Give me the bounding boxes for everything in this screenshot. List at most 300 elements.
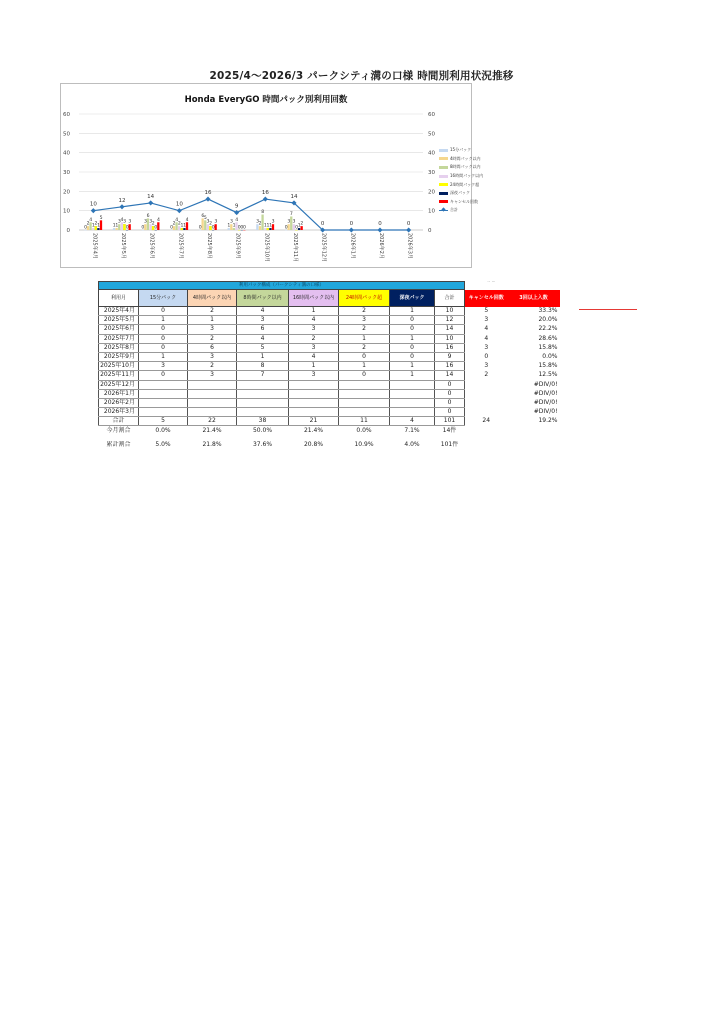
table-cell: 3: [237, 316, 289, 325]
bar-data-label: 1: [115, 223, 119, 229]
bar-data-label: 1: [180, 223, 184, 229]
column-header: 3回以上入数: [508, 290, 560, 307]
bar-data-label: 1: [232, 223, 236, 229]
table-cell: 24: [482, 417, 491, 425]
table-cell: 0: [139, 307, 188, 316]
table-cell: 3: [188, 352, 237, 361]
bar-data-label: 0: [84, 225, 88, 231]
table-cell: 2025年12月: [99, 380, 139, 389]
table-cell: [139, 380, 188, 389]
table-cell: 2025年9月: [99, 352, 139, 361]
total-point: [91, 208, 96, 213]
table-cell: [508, 426, 560, 435]
table-banner: 利用パック構成（パークシティ溝の口様）: [99, 282, 465, 290]
table-cell: 14: [435, 371, 465, 380]
total-point: [349, 227, 354, 232]
table-cell: 0: [339, 371, 390, 380]
legend-item: [439, 155, 483, 164]
table-cell: 21: [289, 417, 339, 426]
table-cell: 4: [289, 352, 339, 361]
table-cell: 0: [390, 325, 435, 334]
table-cell: 2: [289, 334, 339, 343]
table-cell: 3: [139, 362, 188, 371]
bar-data-label: 0: [237, 225, 241, 231]
table-cell: 20.0%: [538, 316, 558, 324]
total-data-label: 10: [89, 201, 97, 208]
table-cell: 10: [435, 307, 465, 316]
bar-data-label: 0: [242, 225, 246, 231]
table-cell: #DIV/0!: [533, 389, 558, 397]
table-cell: 7.1%: [404, 426, 420, 434]
table-cell: 2025年11月: [99, 371, 139, 380]
table-cell: [508, 441, 560, 449]
y-tick-label: 10: [63, 208, 70, 215]
table-cell: #DIV/0!: [533, 398, 558, 406]
y-tick-label: 30: [63, 170, 70, 176]
table-cell: 101: [435, 417, 465, 426]
table-cell: 4: [237, 334, 289, 343]
total-point: [119, 204, 124, 209]
table-cell: 37.6%: [252, 440, 273, 448]
bar: [129, 224, 131, 230]
bar-data-label: 1: [297, 223, 301, 229]
column-header: 利用月: [99, 290, 139, 307]
table-cell: 16: [435, 343, 465, 352]
y2-tick-label: 30: [428, 170, 435, 176]
bar: [272, 224, 274, 230]
table-cell: 累計割合: [106, 440, 131, 448]
total-data-label: 14: [290, 193, 298, 200]
table-cell: [465, 426, 508, 435]
x-tick-label: 2026年3月: [406, 233, 413, 259]
table-cell: 1: [390, 307, 435, 316]
legend-item: [439, 198, 483, 207]
bar-data-label: 3: [271, 219, 275, 225]
bar-data-label: 4: [89, 217, 93, 223]
legend-swatch: [439, 175, 448, 178]
table-cell: 7: [237, 371, 289, 380]
total-point: [205, 197, 210, 202]
table-cell: 3: [339, 316, 390, 325]
table-cell: 14件: [442, 426, 457, 434]
table-cell: 4: [484, 334, 489, 342]
table-row: [99, 362, 560, 371]
y-tick-label: 60: [63, 112, 70, 118]
table-row: [99, 334, 560, 343]
table-cell: 5: [139, 417, 188, 426]
table-cell: #DIV/0!: [533, 380, 558, 388]
column-header: 16時間パック以内: [289, 290, 339, 307]
table-cell: 22: [188, 417, 237, 426]
table-cell: 0: [435, 408, 465, 417]
total-point: [406, 227, 411, 232]
table-cell: 1: [237, 352, 289, 361]
table-header-row: [99, 290, 560, 307]
column-header: 深夜パック: [390, 290, 435, 307]
table-cell: 0: [484, 353, 489, 361]
table-cell: 6: [237, 325, 289, 334]
table-cell: 2: [339, 307, 390, 316]
x-tick-label: 2025年4月: [91, 233, 98, 259]
table-cell: [465, 441, 508, 449]
table-row: [99, 398, 560, 407]
table-cell: 4: [289, 316, 339, 325]
table-cell: 1: [139, 316, 188, 325]
bar-data-label: 0: [295, 225, 299, 231]
table-cell: 2: [188, 307, 237, 316]
bar-data-label: 3: [143, 219, 147, 225]
table-cell: 2025年10月: [99, 362, 139, 371]
bar-data-label: 3: [292, 219, 296, 225]
bar-data-label: 3: [149, 219, 153, 225]
total-point: [377, 227, 382, 232]
table-cell: [237, 380, 289, 389]
y-tick-label: 40: [63, 150, 70, 157]
table-cell: [390, 398, 435, 407]
total-point: [263, 197, 268, 202]
legend-label: 合計: [450, 207, 458, 213]
bar: [186, 222, 188, 230]
table-cell: 8: [237, 362, 289, 371]
table-cell: 1: [339, 362, 390, 371]
total-data-label: 16: [204, 190, 212, 197]
bar: [288, 224, 290, 230]
table-row: [99, 352, 560, 361]
bar: [157, 222, 159, 230]
table-cell: 2: [484, 371, 489, 379]
table-cell: 2025年5月: [99, 316, 139, 325]
table-cell: [188, 380, 237, 389]
table-cell: 0: [339, 352, 390, 361]
bar-data-label: 2: [94, 221, 98, 227]
table-cell: 2026年1月: [99, 389, 139, 398]
table-cell: 2025年7月: [99, 334, 139, 343]
bar-data-label: 1: [183, 223, 187, 229]
table-cell: 3: [289, 325, 339, 334]
legend-label: 16時間パック以内: [450, 173, 484, 179]
bar-data-label: 0: [240, 225, 244, 231]
chart-panel: [60, 83, 484, 268]
legend-item: [439, 172, 483, 181]
bar-data-label: 1: [227, 223, 231, 229]
total-point: [148, 200, 153, 205]
table-cell: [237, 408, 289, 417]
legend-item: [439, 180, 483, 189]
table-cell: 14: [435, 325, 465, 334]
x-tick-label: 2025年9月: [234, 233, 241, 259]
table-cell: [465, 389, 508, 398]
bar-data-label: 1: [266, 223, 270, 229]
x-tick-label: 2026年2月: [378, 233, 384, 259]
bar-data-label: 0: [154, 225, 158, 231]
table-cell: 0.0%: [356, 426, 372, 434]
legend-item: [439, 163, 483, 172]
x-tick-label: 2025年6月: [148, 233, 155, 259]
bar-data-label: 0: [211, 225, 215, 231]
legend-item: [439, 146, 483, 155]
table-cell: [289, 398, 339, 407]
bar: [100, 220, 102, 230]
table-cell: 0.0%: [542, 353, 558, 361]
table-row: [99, 441, 560, 449]
bar-data-label: 4: [185, 217, 189, 223]
total-point: [177, 208, 182, 213]
y2-tick-label: 60: [428, 112, 435, 118]
legend-swatch: [439, 200, 448, 203]
table-cell: 11: [339, 417, 390, 426]
table-cell: 0: [390, 352, 435, 361]
table-cell: 3: [484, 362, 489, 370]
table-cell: 5: [237, 343, 289, 352]
table-cell: 合計: [99, 417, 139, 426]
total-data-label: 12: [118, 197, 126, 204]
bar-data-label: 1: [91, 223, 95, 229]
column-header: 合計: [435, 290, 465, 307]
table-cell: [237, 389, 289, 398]
legend-label: キャンセル回数: [450, 198, 478, 204]
table-cell: 3: [188, 325, 237, 334]
table-cell: 0: [139, 371, 188, 380]
table-cell: 1: [390, 362, 435, 371]
table-cell: 1: [390, 334, 435, 343]
bar: [144, 224, 146, 230]
table-cell: 2025年8月: [99, 343, 139, 352]
table-cell: 15.8%: [538, 362, 558, 370]
table-cell: 20.8%: [303, 440, 324, 448]
x-tick-label: 2025年8月: [206, 233, 212, 259]
x-tick-label: 2025年7月: [177, 233, 184, 259]
bar-data-label: 6: [146, 213, 150, 219]
table-cell: 38: [237, 417, 289, 426]
table-cell: 21.4%: [303, 426, 324, 434]
table-cell: [139, 389, 188, 398]
bar-data-label: 3: [214, 219, 218, 225]
bar: [173, 226, 175, 230]
table-cell: 2: [188, 362, 237, 371]
bar-data-label: 3: [287, 219, 291, 225]
table-cell: 0: [139, 334, 188, 343]
table-cell: 5: [484, 307, 489, 315]
table-cell: 2025年6月: [99, 325, 139, 334]
table-cell: 2026年3月: [99, 408, 139, 417]
bar-data-label: 0: [170, 225, 174, 231]
table-row: [99, 371, 560, 380]
x-tick-label: 2026年1月: [349, 233, 356, 259]
table-cell: 3: [484, 343, 489, 351]
table-cell: 12: [435, 316, 465, 325]
table-cell: [339, 389, 390, 398]
table-cell: [390, 389, 435, 398]
legend-swatch: [439, 157, 448, 160]
legend-swatch: [439, 166, 448, 169]
table-cell: [289, 389, 339, 398]
table-cell: 21.4%: [202, 426, 222, 434]
y2-tick-label: 50: [428, 131, 435, 138]
y2-tick-label: 0: [428, 228, 432, 234]
bar-data-label: 3: [206, 219, 210, 225]
table-row: [99, 316, 560, 325]
table-cell: 4: [390, 417, 435, 426]
total-data-label: 0: [378, 221, 382, 227]
total-data-label: 0: [406, 221, 411, 227]
table-cell: #DIV/0!: [533, 408, 558, 416]
column-header: 15分パック: [139, 290, 188, 307]
table-row: [99, 426, 560, 435]
table-cell: 15.8%: [538, 343, 558, 351]
legend-swatch: [439, 149, 448, 152]
bar: [118, 224, 120, 230]
table-cell: 0: [435, 389, 465, 398]
table-cell: 0: [435, 380, 465, 389]
table-cell: [188, 398, 237, 407]
table-cell: 1: [139, 352, 188, 361]
table-cell: 0: [390, 316, 435, 325]
table-cell: 4.0%: [404, 440, 420, 448]
bar-data-label: 3: [256, 219, 260, 225]
bar-data-label: 2: [300, 221, 304, 227]
bar-data-label: 4: [235, 217, 239, 223]
bar-data-label: 3: [128, 219, 132, 225]
table-row: [99, 343, 560, 352]
bar-data-label: 0: [141, 225, 145, 231]
table-row: [99, 380, 560, 389]
table-cell: 101件: [440, 440, 459, 448]
bar-data-label: 0: [125, 225, 129, 231]
bar-data-label: 4: [175, 217, 179, 223]
bar-data-label: 4: [156, 217, 160, 223]
x-tick-label: 2025年11月: [292, 233, 298, 263]
table-cell: 5.0%: [155, 440, 171, 448]
table-cell: [339, 380, 390, 389]
table-row: [99, 408, 560, 417]
table-cell: [390, 408, 435, 417]
total-data-label: 0: [320, 221, 325, 227]
bar-data-label: 5: [99, 215, 103, 221]
bar: [215, 224, 217, 230]
table-cell: 3: [188, 371, 237, 380]
bar-data-label: 3: [117, 219, 121, 225]
y-tick-label: 20: [63, 189, 70, 196]
table-cell: 4: [237, 307, 289, 316]
legend-label: 24時間パック超: [450, 181, 480, 187]
bar-data-label: 2: [209, 221, 213, 227]
pack-usage-table: [98, 281, 560, 449]
table-cell: 3: [289, 343, 339, 352]
legend-label: 深夜パック: [450, 190, 470, 196]
bar-data-label: 1: [263, 223, 267, 229]
table-cell: 0: [435, 398, 465, 407]
table-cell: 2026年2月: [99, 398, 139, 407]
table-cell: 16: [435, 362, 465, 371]
table-row: [99, 389, 560, 398]
table-cell: [390, 380, 435, 389]
bar-data-label: 2: [177, 221, 181, 227]
table-cell: 0: [139, 343, 188, 352]
table-banner-row: [99, 282, 560, 290]
bar-data-label: 2: [86, 221, 90, 227]
table-cell: 2025年4月: [99, 307, 139, 316]
column-header: 24時間パック超: [339, 290, 390, 307]
table-row: [99, 417, 560, 426]
table-cell: 0: [390, 343, 435, 352]
table-cell: 33.3%: [538, 307, 558, 315]
bar-data-label: 7: [289, 211, 293, 217]
x-tick-label: 2025年5月: [120, 233, 126, 259]
red-annotation-line: [579, 309, 637, 310]
total-data-label: 10: [175, 201, 183, 208]
table-cell: 10.9%: [354, 440, 374, 448]
legend-swatch: [439, 210, 448, 211]
bar-data-label: 4: [120, 217, 124, 223]
chart-legend: [439, 146, 483, 215]
table-cell: 21.8%: [202, 440, 222, 448]
y2-tick-label: 40: [428, 150, 435, 157]
bar-data-label: 2: [151, 221, 155, 227]
bar: [301, 226, 303, 230]
table-cell: [339, 408, 390, 417]
chart-title: Honda EveryGO 時間パック別利用回数: [184, 95, 348, 105]
column-header: 8時間パック以内: [237, 290, 289, 307]
table-cell: 50.0%: [252, 426, 273, 434]
table-cell: 4: [484, 325, 489, 333]
bar-data-label: 0: [284, 225, 288, 231]
bar-data-label: 3: [229, 219, 233, 225]
table-cell: 2: [339, 343, 390, 352]
bar-data-label: 2: [258, 221, 262, 227]
total-data-label: 16: [261, 190, 269, 197]
table-cell: 2: [188, 334, 237, 343]
table-cell: 28.6%: [538, 334, 558, 342]
legend-item: [439, 206, 483, 215]
table-cell: 10: [435, 334, 465, 343]
bar-data-label: 1: [269, 223, 273, 229]
bar-data-label: 3: [123, 219, 127, 225]
table-cell: 22.2%: [538, 325, 558, 333]
bar: [259, 226, 261, 230]
legend-label: 8時間パック以内: [450, 164, 481, 170]
table-cell: [339, 398, 390, 407]
table-cell: [188, 408, 237, 417]
table-cell: 今月割合: [106, 426, 131, 434]
y-tick-label: 50: [63, 131, 70, 138]
table-cell: 9: [435, 352, 465, 361]
table-cell: 1: [289, 362, 339, 371]
bar-data-label: 1: [112, 223, 116, 229]
column-header: キャンセル回数: [465, 290, 508, 307]
y-tick-label: 0: [66, 228, 70, 234]
table-cell: 0.0%: [155, 426, 171, 434]
table-cell: 1: [289, 307, 339, 316]
bar-data-label: 2: [172, 221, 176, 227]
x-tick-label: 2025年12月: [320, 233, 327, 263]
table-cell: [465, 380, 508, 389]
legend-label: 4時間パック以内: [450, 155, 481, 161]
table-cell: 2: [339, 325, 390, 334]
table-cell: 12.5%: [538, 371, 558, 379]
x-tick-label: 2025年10月: [263, 233, 270, 263]
table-cell: [465, 408, 508, 417]
bar-data-label: 0: [198, 225, 202, 231]
total-data-label: 0: [349, 221, 354, 227]
table-cell: 1: [339, 334, 390, 343]
table-cell: [289, 380, 339, 389]
column-header: 4時間パック以内: [188, 290, 237, 307]
table-cell: [289, 408, 339, 417]
y2-tick-label: 10: [428, 208, 435, 215]
table-cell: 1: [188, 316, 237, 325]
table-cell: 1: [390, 371, 435, 380]
table-cell: 3: [289, 371, 339, 380]
